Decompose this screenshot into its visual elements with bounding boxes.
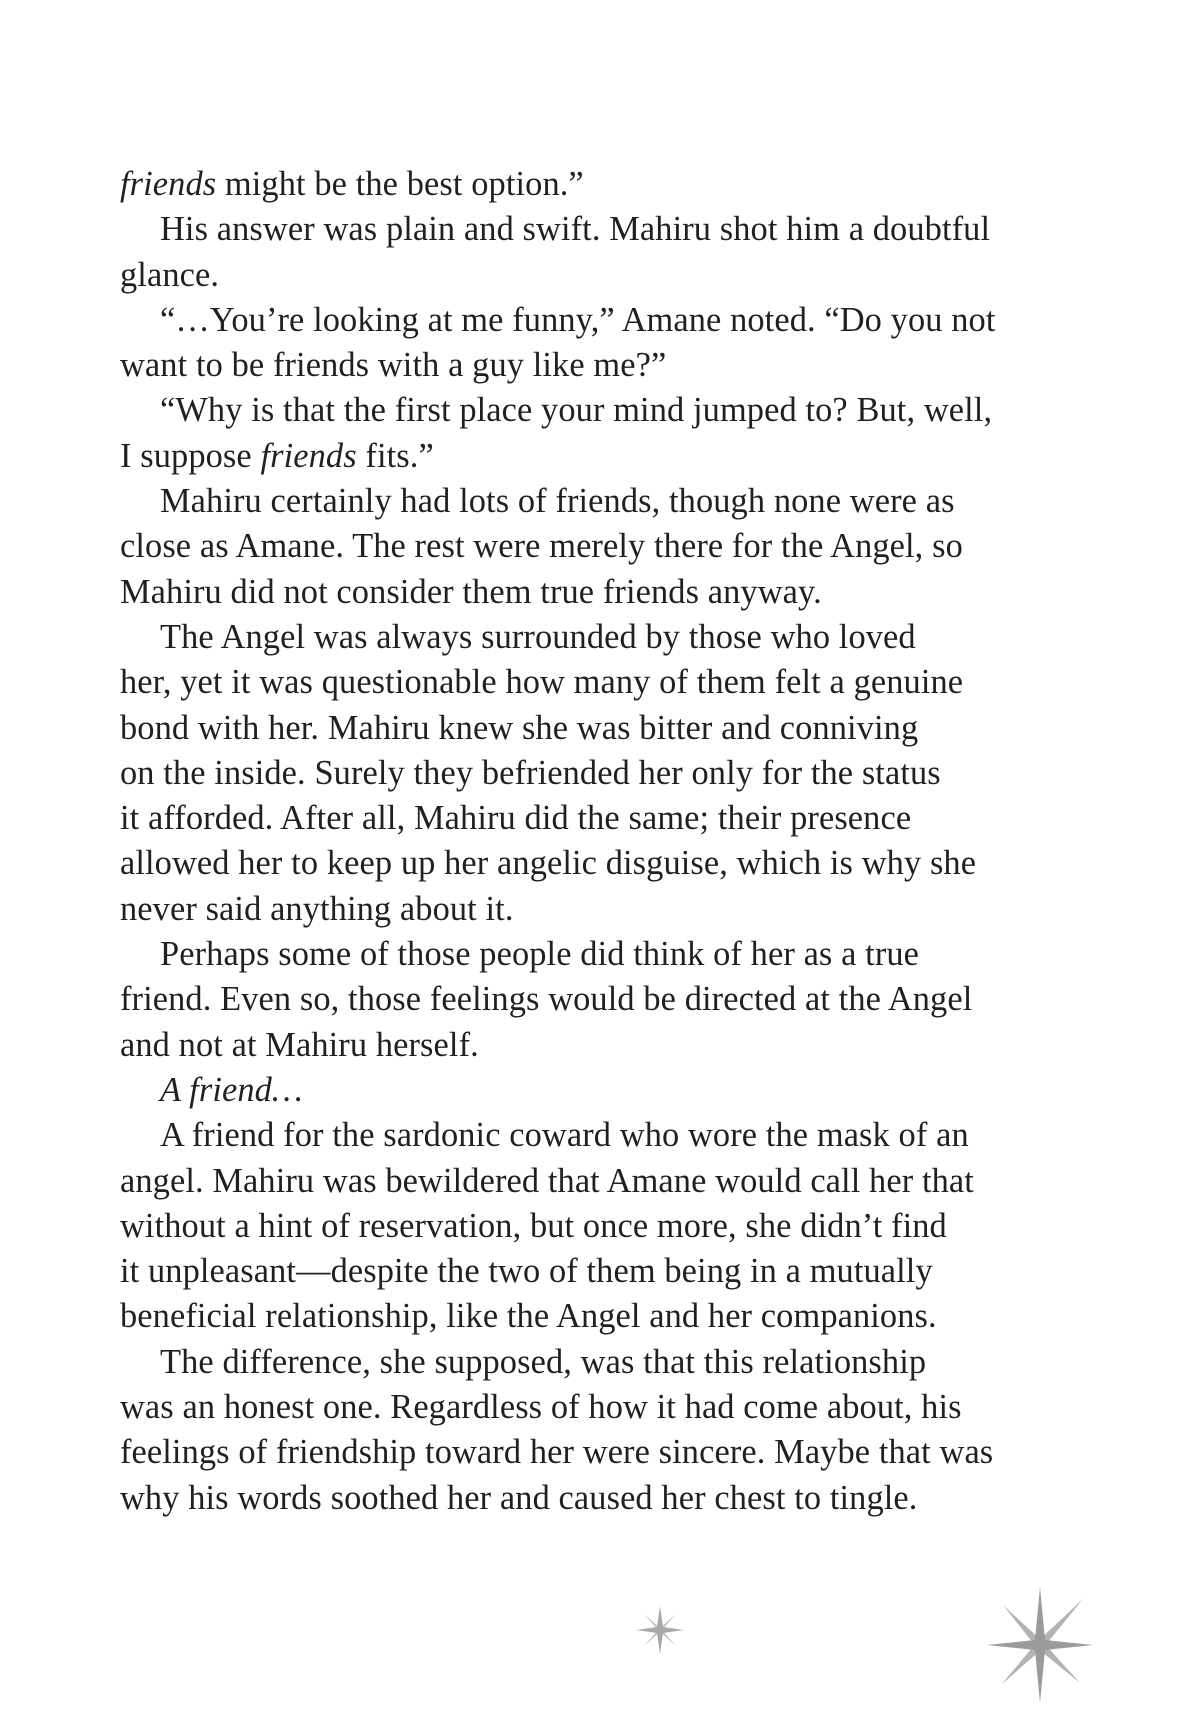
text-line <box>120 162 1080 207</box>
text-run: close as Amane. The rest were merely there for the Angel, so <box>120 527 963 566</box>
text-line <box>120 751 1080 796</box>
text-line <box>120 706 1080 751</box>
text-run: Perhaps some of those people did think of her as a true <box>160 935 920 974</box>
text-run: I suppose <box>120 436 261 475</box>
text-line <box>120 1430 1080 1475</box>
text-line <box>120 660 1080 705</box>
text-line <box>120 570 1080 615</box>
italic-text: friends <box>120 165 217 203</box>
text-run: glance. <box>120 255 220 294</box>
italic-text: A friend… <box>160 1070 303 1109</box>
text-line <box>120 479 1080 524</box>
text-run: it unpleasant—despite the two of them being in a mutually <box>120 1252 933 1291</box>
text-run: feelings of friendship toward her were sincere. Maybe that was <box>120 1433 994 1472</box>
text-line <box>120 887 1080 932</box>
text-run: her, yet it was questionable how many of them felt a genuine <box>120 663 964 702</box>
text-line <box>120 1113 1080 1158</box>
text-line <box>120 932 1080 977</box>
text-run: “Why is that the first place your mind jumped to? But, well, <box>160 391 993 430</box>
text-line <box>120 977 1080 1022</box>
text-run: Mahiru certainly had lots of friends, though none were as <box>160 482 955 521</box>
text-line <box>120 841 1080 886</box>
large-sparkle-icon <box>985 1585 1095 1705</box>
text-line <box>120 615 1080 660</box>
text-run: on the inside. Surely they befriended her only for the status <box>120 753 941 792</box>
italic-text: friends <box>260 436 357 475</box>
page-body-text <box>120 162 1080 1521</box>
text-line <box>120 343 1080 388</box>
text-line <box>120 1159 1080 1204</box>
text-run: His answer was plain and swift. Mahiru shot him a doubtful <box>160 210 991 249</box>
text-line <box>120 207 1080 252</box>
text-run: A friend for the sardonic coward who wore the mask of an <box>160 1116 969 1155</box>
text-run: want to be friends with a guy like me?” <box>120 346 667 385</box>
text-line <box>120 1068 1080 1113</box>
text-run: allowed her to keep up her angelic disguise, which is why she <box>120 844 977 883</box>
text-line <box>120 253 1080 298</box>
text-run: might be the best option.” <box>216 165 584 203</box>
text-run: beneficial relationship, like the Angel and her companions. <box>120 1297 937 1336</box>
text-run: why his words soothed her and caused her chest to tingle. <box>120 1478 918 1517</box>
text-line <box>120 1294 1080 1339</box>
text-line <box>120 434 1080 479</box>
text-run: Mahiru did not consider them true friends anyway. <box>120 572 822 611</box>
text-run: never said anything about it. <box>120 889 514 928</box>
text-line <box>120 1385 1080 1430</box>
text-line <box>120 796 1080 841</box>
text-line <box>120 1023 1080 1068</box>
text-line <box>120 524 1080 569</box>
text-run: and not at Mahiru herself. <box>120 1025 479 1064</box>
text-run: friend. Even so, those feelings would be directed at the Angel <box>120 980 973 1019</box>
text-line <box>120 298 1080 343</box>
text-line <box>120 1204 1080 1249</box>
text-run: The Angel was always surrounded by those who loved <box>160 617 916 656</box>
text-line <box>120 1249 1080 1294</box>
text-line <box>120 1476 1080 1521</box>
small-sparkle-icon <box>632 1602 688 1658</box>
text-run: The difference, she supposed, was that this relationship <box>160 1342 927 1381</box>
text-run: without a hint of reservation, but once more, she didn’t find <box>120 1206 947 1245</box>
text-run: fits.” <box>356 436 434 475</box>
text-run: it afforded. After all, Mahiru did the same; their presence <box>120 799 912 838</box>
text-run: bond with her. Mahiru knew she was bitter and conniving <box>120 708 919 747</box>
text-line <box>120 1340 1080 1385</box>
text-line <box>120 388 1080 433</box>
text-run: was an honest one. Regardless of how it had come about, his <box>120 1388 962 1427</box>
text-run: angel. Mahiru was bewildered that Amane would call her that <box>120 1161 974 1200</box>
text-run: “…You’re looking at me funny,” Amane noted. “Do you not <box>160 300 996 339</box>
